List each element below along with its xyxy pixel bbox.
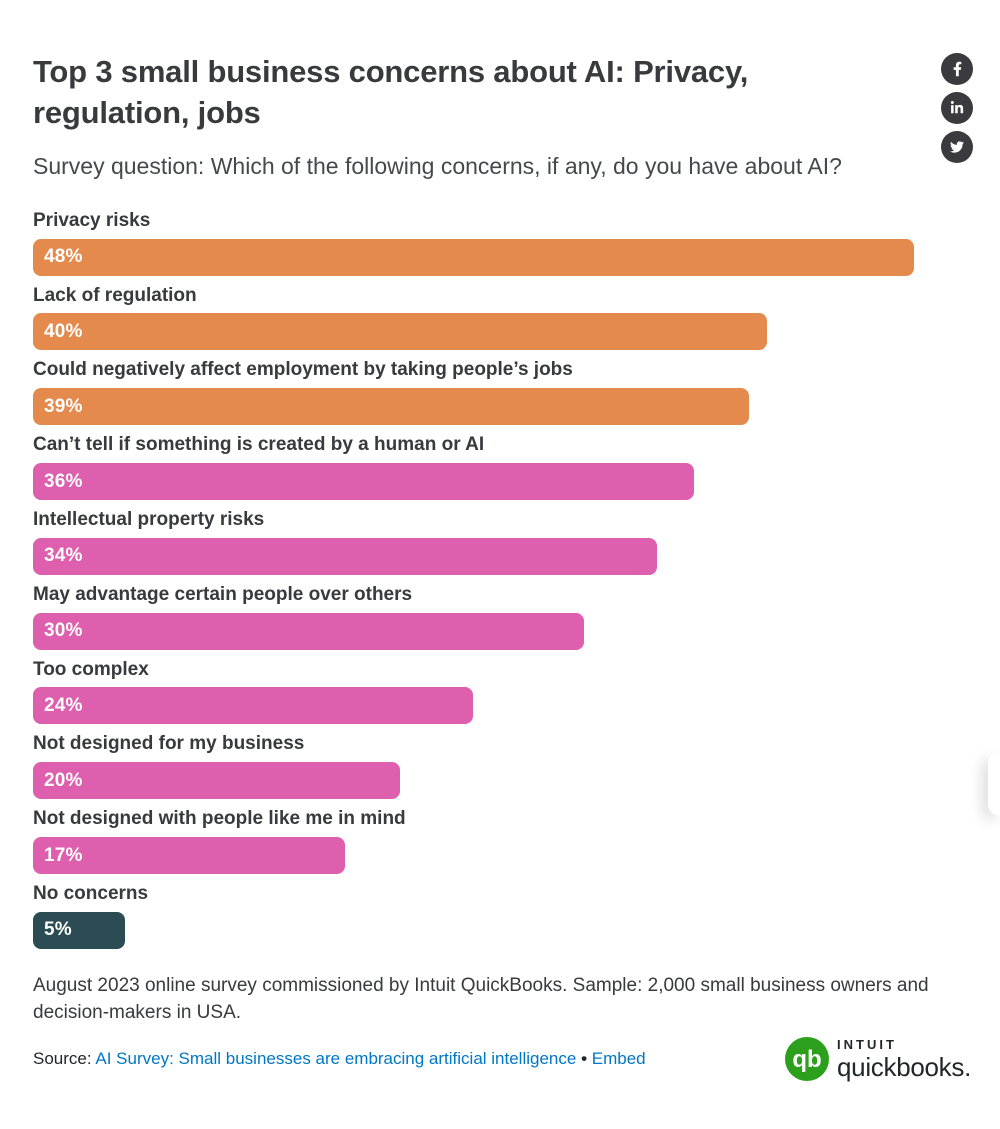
chart-row <box>33 434 967 500</box>
bar <box>33 837 345 874</box>
bar <box>33 239 914 276</box>
chart-row <box>33 808 967 874</box>
category-label: No concerns <box>33 883 149 905</box>
chart-row <box>33 584 967 650</box>
page-title: Top 3 small business concerns about AI: Privacy, regulation, jobs <box>33 54 749 130</box>
survey-question: Survey question: Which of the following concerns, if any, do you have about AI? <box>33 152 842 179</box>
quickbooks-qb-icon <box>785 1037 829 1081</box>
bar-value-label: 36% <box>44 470 83 492</box>
edge-overlay-tab <box>988 753 1000 815</box>
bar <box>33 762 400 799</box>
bar <box>33 313 767 350</box>
twitter-icon <box>949 140 965 154</box>
bar-value-label: 48% <box>44 246 83 268</box>
linkedin-icon <box>950 101 964 115</box>
bar <box>33 538 657 575</box>
source-row <box>33 1036 971 1082</box>
linkedin-share-button[interactable] <box>941 92 973 124</box>
chart-row <box>33 733 967 799</box>
category-label: Intellectual property risks <box>33 509 265 531</box>
bar-value-label: 34% <box>44 545 83 567</box>
category-label: Not designed with people like me in mind <box>33 808 406 830</box>
logo-wordmark <box>837 1038 971 1080</box>
bar-value-label: 40% <box>44 320 83 342</box>
bar-value-label: 24% <box>44 694 83 716</box>
chart-row <box>33 285 967 351</box>
bar-value-label: 30% <box>44 620 83 642</box>
quickbooks-logo <box>785 1037 971 1081</box>
chart-row <box>33 359 967 425</box>
bar-value-label: 20% <box>44 769 83 791</box>
source-link[interactable]: AI Survey: Small businesses are embracing artificial intelligence <box>95 1048 577 1068</box>
bar <box>33 613 584 650</box>
bar <box>33 912 125 949</box>
chart-row <box>33 509 967 575</box>
category-label: Not designed for my business <box>33 733 305 755</box>
category-label: May advantage certain people over others <box>33 583 413 605</box>
bar <box>33 463 694 500</box>
chart-row <box>33 659 967 725</box>
bar-value-label: 39% <box>44 395 83 417</box>
social-share-column <box>941 53 973 163</box>
twitter-share-button[interactable] <box>941 131 973 163</box>
chart-row <box>33 883 967 949</box>
separator-bullet: • <box>581 1048 588 1068</box>
survey-note: August 2023 online survey commissioned by Intuit QuickBooks. Sample: 2,000 small business owners and decision-makers in USA. <box>33 974 929 1024</box>
category-label: Could negatively affect employment by taking people’s jobs <box>33 359 573 381</box>
bar <box>33 687 473 724</box>
embed-link[interactable]: Embed <box>591 1048 646 1068</box>
category-label: Lack of regulation <box>33 284 197 306</box>
category-label: Can’t tell if something is created by a human or AI <box>33 434 485 456</box>
facebook-icon <box>953 61 962 77</box>
bar <box>33 388 749 425</box>
bar-value-label: 17% <box>44 844 83 866</box>
quickbooks-wordmark: quickbooks. <box>837 1051 971 1082</box>
chart-row <box>33 210 967 276</box>
bar-value-label: 5% <box>44 919 72 941</box>
svg-text:qb: qb <box>792 1045 822 1073</box>
bar-chart <box>33 210 967 949</box>
intuit-wordmark: INTUIT <box>837 1036 897 1052</box>
category-label: Too complex <box>33 658 149 680</box>
facebook-share-button[interactable] <box>941 53 973 85</box>
category-label: Privacy risks <box>33 209 151 231</box>
source-label: Source: <box>33 1048 92 1068</box>
